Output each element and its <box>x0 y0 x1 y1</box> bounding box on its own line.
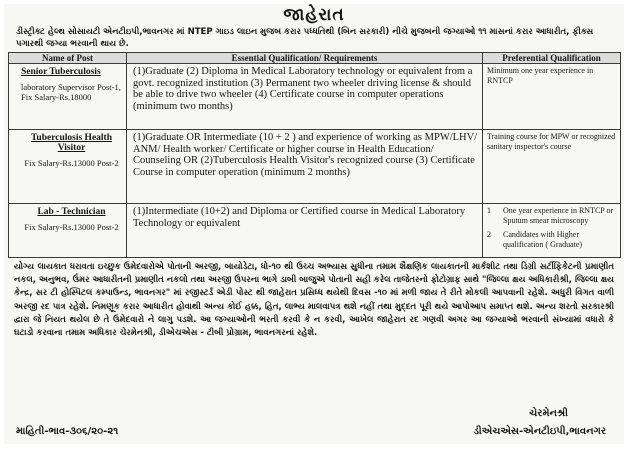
publication-reference: માહિતી-ભાવ-૩૦૬/૨૦-૨૧ <box>16 426 119 437</box>
list-item <box>487 230 616 249</box>
preferential-cell <box>483 204 621 258</box>
header-essential-qualification: Essential Qualification/ Requirements <box>127 53 483 64</box>
list-item-number: 2 <box>487 230 491 239</box>
post-details: laboratory Supervisor Post-1, Fix Salary-Rs.18000 <box>21 82 121 102</box>
post-details: Fix Salary-Rs.13000 Post-2 <box>24 222 119 232</box>
preferential-list <box>487 206 616 249</box>
list-item-number: 1 <box>487 206 491 215</box>
table-header-row <box>9 53 621 64</box>
instructions-paragraph: યોગ્ય લાયકાત ધરાવતા ઇચ્છુક ઉમેદવારોએ પોતાની અરજી, બાયોડેટા, ધો-૧૦ થી ઉચ્ચ અભ્યાસ સુધીના તમામ શૈક્ષણિક લાયકાતની માર્કશીટ તથા ડિગ્રી સર્ટીફિકેટની પ્રમાણીત નકલ, અનુભવ, ઉંમર આધારીતની પ્રમાણીત નકલો તથા અરજી ઉપરના ભાગે ડાબી બાજુએ પોતાની સહી કરેલ તાજેતરનો ફોટોગ્રાફ સાથે "જિલ્લા ક્ષય અધિકારીશ્રી, જિલ્લા ક્ષય કેન્દ્ર, સર ટી હોસ્પિટલ કમ્પાઉન્ડ, ભાવનગર" માં રજીસ્ટર્ડ એડી પોસ્ટ થી જાહેરાત પ્રસિધ્ધ થયેથી દિવસ -૧૦ માં મળી જાય તે રીતે મોકલી આપવાની રહેશે. અધુરી વિગત વાળી અરજી રદ પાત્ર રહેશે. નિમણૂક કરાર આધારીત હોવાથી અન્ય કોઈ હક્ક, હિત, લાભ્ય માલવાપત્ર થશે નહીં તથા મુદ્દત પૂરી થયે આપોઆપ સમાપ્ત થશે. અન્ય શરતો સરકારશ્રી દ્વારા જે નિયત થયેલ છે તે ઉમેદવારો ને લાગુ પડશે. આ જગ્યાઓની ભરતી કરવી કે ન કરવી, આખેલ જાહેરાત રદ ગણવી અગર આ જગ્યાઓ ભરવાની સંખ્યામાં વધારો કે ઘટાડો કરવાના તમામ અધિકાર ચેરમેનશ્રી, ડીએચએસ - ટીબી પ્રોગ્રામ, ભાવનગરનાં રહેશે. <box>14 262 614 339</box>
table-row <box>9 130 621 204</box>
table-row <box>9 204 621 258</box>
post-name: Senior Tuberculosis <box>21 67 101 77</box>
preferential-cell: Training course for MPW or recognized sanitary inspector's course <box>483 130 621 204</box>
advertisement-page <box>4 4 624 444</box>
post-cell <box>9 64 127 130</box>
preferential-cell: Minimum one year experience in RNTCP <box>483 64 621 130</box>
intro-paragraph: ડીસ્ટ્રીક્ટ હેલ્થ સોસાયટી એનટીઇપી,ભાવનગર માં NTEP ગાઇડ લાઇન મુજબ કરાર પધ્ધતિથી (બિન સરકારી) નીચે મુજબની જગ્યાઓ ૧૧ માસનાં કરાર આધારીત, ફીક્સ પગારથી જગ્યા ભરવાની થાય છે. <box>16 27 594 49</box>
header-name-of-post: Name of Post <box>9 53 127 64</box>
header-preferential-qualification: Preferential Qualification <box>483 53 621 64</box>
list-item <box>487 206 616 225</box>
posts-table <box>8 52 621 258</box>
post-name: Tuberculosis Health Visitor <box>30 133 113 153</box>
post-details: Fix Salary-Rs.13000 Post-2 <box>24 158 119 168</box>
qualification-cell: (1)Graduate OR Intermediate (10 + 2 ) and experience of working as MPW/LHV/ ANM/ Health worker/ Certificate or higher course in Health Education/ Counseling OR (2)Tuberculosis Health Visitor's recognized course (3) Certificate Course in computer operation (minimum 2 months) <box>127 130 483 204</box>
table-row <box>9 64 621 130</box>
issuing-office: ડીએચએસ-એનટીઇપી,ભાવનગર <box>473 426 606 437</box>
page-title: જાહેરાત <box>283 5 345 25</box>
post-cell <box>9 130 127 204</box>
signature-title: ચેરમેનશ્રી <box>529 408 568 419</box>
qualification-cell: (1)Intermediate (10+2) and Diploma or Certified course in Medical Laboratory Technology or equivalent <box>127 204 483 258</box>
post-name: Lab - Technician <box>37 207 106 217</box>
qualification-cell: (1)Graduate (2) Diploma in Medical Laboratory technology or equivalent from a govt. recognized institution (3) Permanent two wheeler driving license & should be able to drive two wheeler (4) Certificate course in computer operations (minimum two months) <box>127 64 483 130</box>
list-item-text: Candidates with Higher qualification ( Graduate) <box>503 230 583 249</box>
post-cell <box>9 204 127 258</box>
list-item-text: One year experience in RNTCP or Sputum smear microscopy <box>503 206 614 225</box>
